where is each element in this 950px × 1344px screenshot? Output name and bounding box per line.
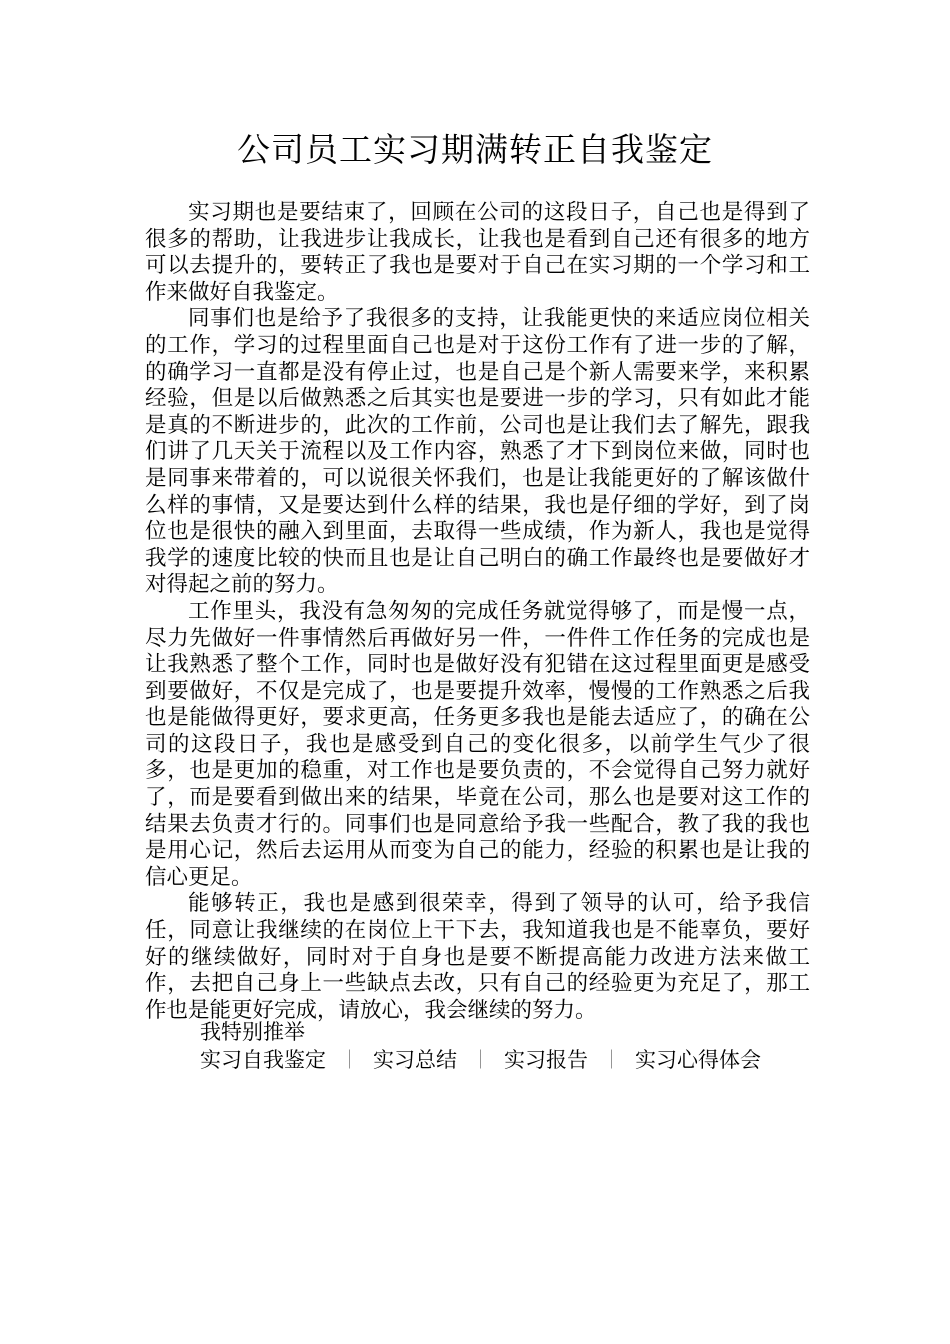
link-separator: ｜ [471,1049,491,1071]
paragraph-1: 实习期也是要结束了，回顾在公司的这段日子，自己也是得到了很多的帮助，让我进步让我成长，让我也是看到自己还有很多的地方可以去提升的，要转正了我也是要对于自己在实习期的一个学习和工作来做好自我鉴定。 [145,200,810,305]
link-internship-self-assessment[interactable]: 实习自我鉴定 [200,1048,326,1072]
paragraph-4: 能够转正，我也是感到很荣幸，得到了领导的认可，给予我信任，同意让我继续的在岗位上干下去，我知道我也是不能辜负，要好好的继续做好，同时对于自身也是要不断提高能力改进方法来做工作，去把自己身上一些缺点去改，只有自己的经验更为充足了，那工作也是能更好完成，请放心，我会继续的努力。 [145,891,810,1023]
link-internship-report[interactable]: 实习报告 [504,1048,589,1072]
link-separator: ｜ [340,1049,360,1071]
link-internship-summary[interactable]: 实习总结 [373,1048,458,1072]
link-separator: ｜ [602,1049,622,1071]
paragraph-2: 同事们也是给予了我很多的支持，让我能更快的来适应岗位相关的工作，学习的过程里面自己也是对于这份工作有了进一步的了解，的确学习一直都是没有停止过，也是自己是个新人需要来学，来积累经验，但是以后做熟悉之后其实也是要进一步的学习，只有如此才能是真的不断进步的，此次的工作前，公司也是让我们去了解先，跟我们讲了几天关于流程以及工作内容，熟悉了才下到岗位来做，同时也是同事来带着的，可以说很关怀我们，也是让我能更好的了解该做什么样的事情，又是要达到什么样的结果，我也是仔细的学好，到了岗位也是很快的融入到里面，去取得一些成绩，作为新人，我也是觉得我学的速度比较的快而且也是让自己明白的确工作最终也是要做好才对得起之前的努力。 [145,306,810,598]
document-body [145,200,810,1024]
link-internship-reflections[interactable]: 实习心得体会 [635,1048,762,1072]
recommend-links [200,1046,820,1074]
recommend-section [200,1018,820,1074]
recommend-heading: 我特别推举 [200,1020,305,1044]
paragraph-3: 工作里头，我没有急匆匆的完成任务就觉得够了，而是慢一点，尽力先做好一件事情然后再做好另一件，一件件工作任务的完成也是让我熟悉了整个工作，同时也是做好没有犯错在这过程里面更是感受到要做好，不仅是完成了，也是要提升效率，慢慢的工作熟悉之后我也是能做得更好，要求更高，任务更多我也是能去适应了，的确在公司的这段日子，我也是感受到自己的变化很多，以前学生气少了很多，也是更加的稳重，对工作也是要负责的，不会觉得自己努力就好了，而是要看到做出来的结果，毕竟在公司，那么也是要对这工作的结果去负责才行的。同事们也是同意给予我一些配合，教了我的我也是用心记，然后去运用从而变为自己的能力，经验的积累也是让我的信心更足。 [145,598,810,890]
document-title: 公司员工实习期满转正自我鉴定 [237,130,713,169]
